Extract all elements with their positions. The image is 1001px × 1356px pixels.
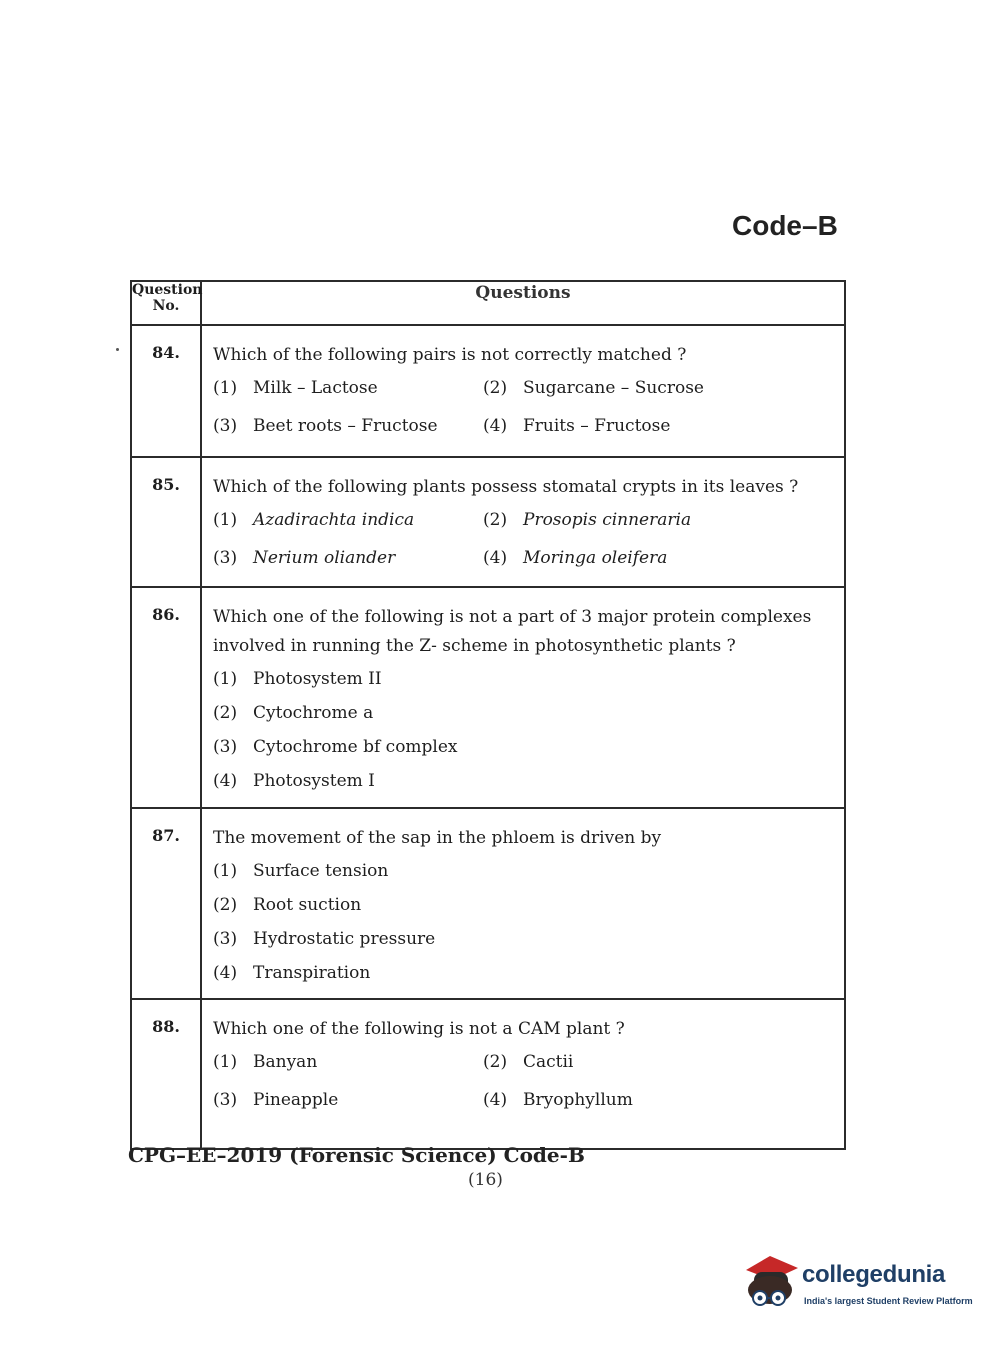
question-number: 85. [131,457,201,587]
question-row [131,457,845,587]
question-cell [201,587,845,808]
option-4: (4) Moringa oleifera [483,548,668,568]
collegedunia-logo [740,1250,973,1310]
question-row [131,808,845,999]
question-cell [201,999,845,1149]
mascot-icon [740,1250,802,1310]
option-3: (3) Nerium oliander [213,548,396,568]
question-number: 87. [131,808,201,999]
option-3: (3) Beet roots – Fructose [213,416,438,436]
question-no-header: Question No. [131,281,201,325]
option-1: (1) Photosystem II [213,669,382,689]
logo-tagline: India's largest Student Review Platform [804,1296,973,1306]
options-list [213,665,840,796]
option-4: (4) Photosystem I [213,771,375,791]
code-label: Code–B [732,210,838,241]
options-grid [213,1048,840,1115]
exam-footer: CPG–EE–2019 (Forensic Science) Code-B [128,1143,585,1167]
options-grid [213,374,840,441]
option-4: (4) Fruits – Fructose [483,416,671,436]
question-cell [201,808,845,999]
option-2: (2) Prosopis cinneraria [483,510,692,530]
question-cell [201,457,845,587]
question-row [131,325,845,457]
margin-mark [116,348,119,351]
option-1: (1) Azadirachta indica [213,510,415,530]
option-2: (2) Sugarcane – Sucrose [483,378,704,398]
option-3: (3) Hydrostatic pressure [213,929,436,949]
question-number: 86. [131,587,201,808]
questions-table [130,280,846,1150]
question-text: Which one of the following is not a part of 3 major protein complexes involved in running the Z- scheme in photosynthetic plants ? [213,607,812,656]
option-2: (2) Root suction [213,895,362,915]
option-3: (3) Pineapple [213,1090,339,1110]
option-4: (4) Bryophyllum [483,1090,633,1110]
table-header-row [131,281,845,325]
option-3: (3) Cytochrome bf complex [213,737,458,757]
page-number: (16) [468,1170,503,1190]
option-1: (1) Banyan [213,1052,318,1072]
question-text: The movement of the sap in the phloem is driven by [213,828,662,848]
option-2: (2) Cytochrome a [213,703,374,723]
question-number: 84. [131,325,201,457]
question-row [131,587,845,808]
question-cell [201,325,845,457]
question-number: 88. [131,999,201,1149]
logo-brand: collegedunia [802,1261,946,1288]
question-text: Which of the following plants possess stomatal crypts in its leaves ? [213,477,799,497]
options-grid [213,506,840,573]
question-text: Which one of the following is not a CAM plant ? [213,1019,625,1039]
option-1: (1) Surface tension [213,861,389,881]
option-2: (2) Cactii [483,1052,574,1072]
option-4: (4) Transpiration [213,963,371,983]
options-list [213,857,840,988]
question-row [131,999,845,1149]
question-text: Which of the following pairs is not correctly matched ? [213,345,687,365]
option-1: (1) Milk – Lactose [213,378,378,398]
questions-header: Questions [201,281,845,325]
